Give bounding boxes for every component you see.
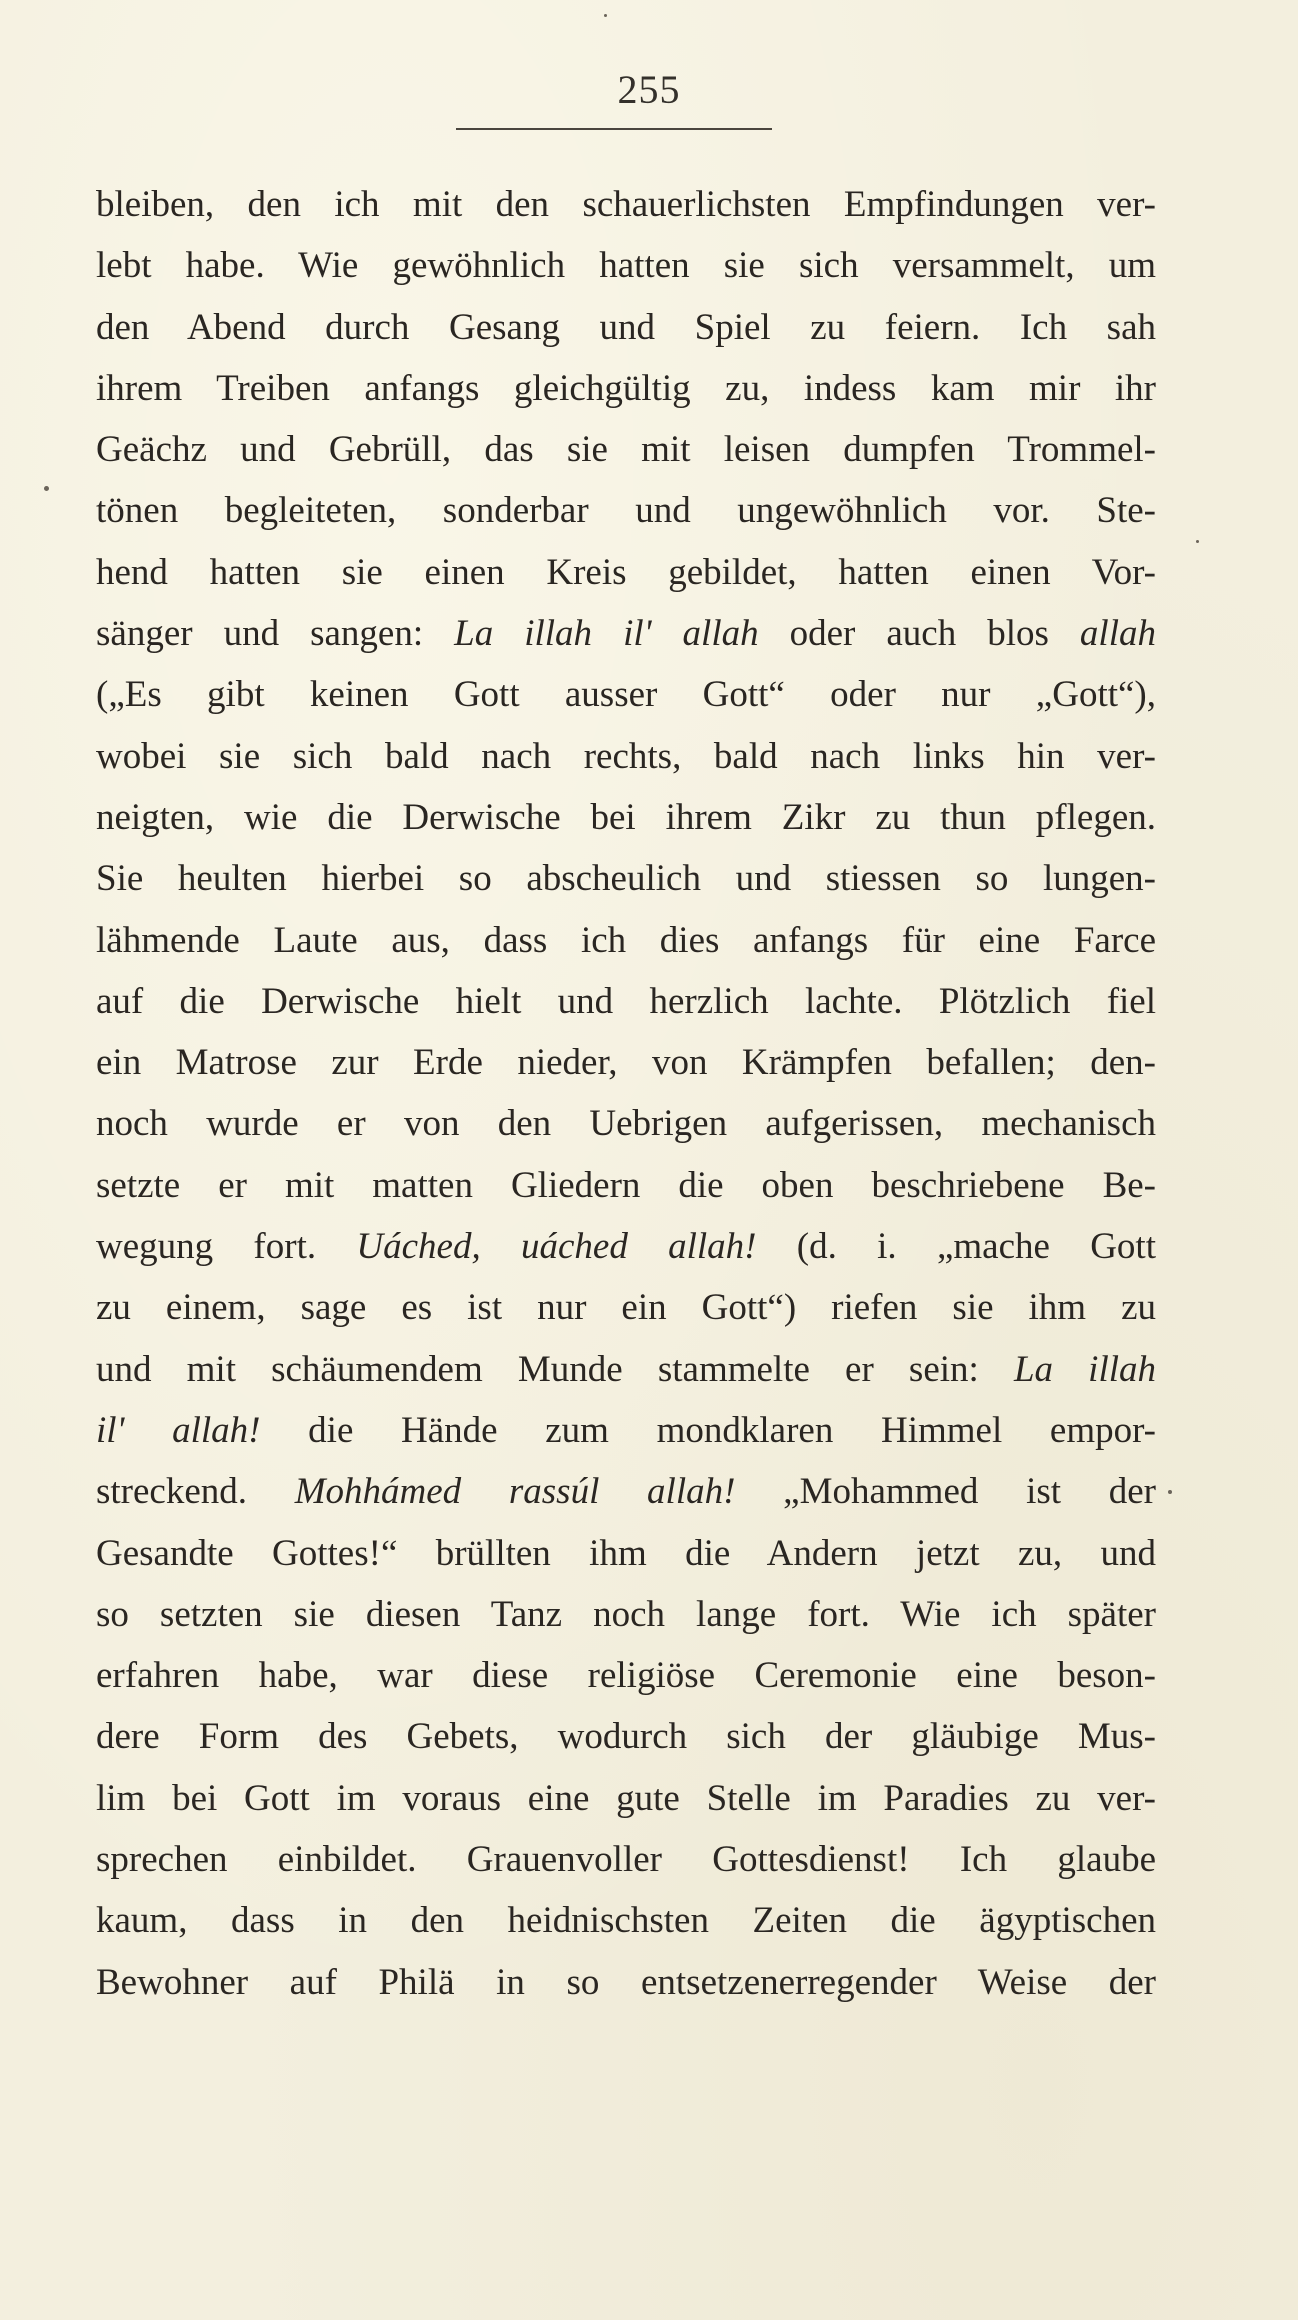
text-segment: noch wurde er von den Uebrigen aufgerissen, mechanisch xyxy=(96,1103,1156,1145)
text-segment: lähmende Laute aus, dass ich dies anfangs für eine Farce xyxy=(96,919,1156,961)
text-segment: tönen begleiteten, sonderbar und ungewöhnlich vor. Ste- xyxy=(96,490,1156,532)
text-line xyxy=(96,603,1156,664)
text-segment: so setzten sie diesen Tanz noch lange fort. Wie ich später xyxy=(96,1593,1156,1635)
text-line xyxy=(96,297,1156,358)
text-segment: und mit schäumendem Munde stammelte er sein: xyxy=(96,1348,1014,1390)
text-segment: kaum, dass in den heidnischsten Zeiten die ägyptischen xyxy=(96,1900,1156,1942)
text-segment: oder auch blos xyxy=(758,613,1080,655)
paper-speck xyxy=(1168,1490,1172,1494)
text-line xyxy=(96,1584,1156,1645)
page-number: 255 xyxy=(617,67,681,112)
text-line xyxy=(96,174,1156,235)
text-segment: wegung fort. xyxy=(96,1226,357,1268)
text-line xyxy=(96,542,1156,603)
text-line xyxy=(96,1461,1156,1522)
text-segment: sprechen einbildet. Grauenvoller Gottesdienst! Ich glaube xyxy=(96,1839,1156,1881)
text-line xyxy=(96,1952,1156,2013)
text-line xyxy=(96,1645,1156,1706)
text-line xyxy=(96,1155,1156,1216)
text-segment: ein Matrose zur Erde nieder, von Krämpfen befallen; den- xyxy=(96,1042,1156,1084)
text-line xyxy=(96,1400,1156,1461)
paper-speck xyxy=(604,14,607,17)
italic-phrase: La illah il' allah xyxy=(454,613,759,655)
text-line xyxy=(96,726,1156,787)
text-line xyxy=(96,358,1156,419)
paper-speck xyxy=(44,486,49,491)
text-segment: bleiben, den ich mit den schauerlichsten Empfindungen ver- xyxy=(96,184,1156,225)
text-line xyxy=(96,1032,1156,1093)
text-segment: zu einem, sage es ist nur ein Gott“) riefen sie ihm zu xyxy=(96,1287,1156,1329)
text-segment: auf die Derwische hielt und herzlich lachte. Plötzlich fiel xyxy=(96,980,1156,1022)
text-line xyxy=(96,1277,1156,1338)
italic-phrase: Mohhámed rassúl allah! xyxy=(294,1471,736,1513)
text-line xyxy=(96,1706,1156,1767)
text-segment: ihrem Treiben anfangs gleichgültig zu, indess kam mir ihr xyxy=(96,367,1156,409)
text-segment: den Abend durch Gesang und Spiel zu feiern. Ich sah xyxy=(96,306,1156,348)
text-segment: Sie heulten hierbei so abscheulich und stiessen so lungen- xyxy=(96,858,1156,900)
text-segment: neigten, wie die Derwische bei ihrem Zikr zu thun pflegen. xyxy=(96,796,1156,838)
text-segment: Bewohner auf Philä in so entsetzenerregender Weise der xyxy=(96,1961,1156,2003)
body-text xyxy=(96,174,1156,2013)
text-line xyxy=(96,1768,1156,1829)
text-line xyxy=(96,235,1156,296)
text-segment: wobei sie sich bald nach rechts, bald nach links hin ver- xyxy=(96,735,1156,777)
text-line xyxy=(96,1339,1156,1400)
text-segment: Gesandte Gottes!“ brüllten ihm die Andern jetzt zu, und xyxy=(96,1532,1156,1574)
italic-phrase: allah xyxy=(1079,613,1156,655)
text-line xyxy=(96,848,1156,909)
text-segment: „Mohammed ist der xyxy=(735,1471,1156,1513)
text-line xyxy=(96,1093,1156,1154)
text-line xyxy=(96,787,1156,848)
text-line xyxy=(96,480,1156,541)
text-segment: Geächz und Gebrüll, das sie mit leisen dumpfen Trommel- xyxy=(96,429,1156,471)
text-segment: setzte er mit matten Gliedern die oben beschriebene Be- xyxy=(96,1164,1156,1206)
text-line xyxy=(96,910,1156,971)
text-line xyxy=(96,1890,1156,1951)
text-line xyxy=(96,1523,1156,1584)
text-segment: dere Form des Gebets, wodurch sich der gläubige Mus- xyxy=(96,1716,1156,1758)
italic-phrase: il' allah! xyxy=(96,1409,261,1451)
text-segment: (d. i. „mache Gott xyxy=(756,1226,1156,1268)
text-line xyxy=(96,419,1156,480)
header-rule xyxy=(456,128,772,130)
italic-phrase: Uáched, uáched allah! xyxy=(356,1226,757,1268)
text-segment: die Hände zum mondklaren Himmel empor- xyxy=(260,1409,1156,1451)
text-segment: lebt habe. Wie gewöhnlich hatten sie sich versammelt, um xyxy=(96,245,1156,287)
text-segment: streckend. xyxy=(96,1471,295,1513)
text-line xyxy=(96,1829,1156,1890)
text-line xyxy=(96,1216,1156,1277)
text-segment: hend hatten sie einen Kreis gebildet, hatten einen Vor- xyxy=(96,551,1156,593)
text-segment: lim bei Gott im voraus eine gute Stelle im Paradies zu ver- xyxy=(96,1777,1156,1819)
text-segment: sänger und sangen: xyxy=(96,613,455,655)
paper-speck xyxy=(1196,540,1199,543)
text-segment: („Es gibt keinen Gott ausser Gott“ oder nur „Gott“), xyxy=(96,674,1156,716)
text-line xyxy=(96,664,1156,725)
text-line xyxy=(96,971,1156,1032)
text-segment: erfahren habe, war diese religiöse Ceremonie eine beson- xyxy=(96,1655,1156,1697)
italic-phrase: La illah xyxy=(1013,1348,1156,1390)
